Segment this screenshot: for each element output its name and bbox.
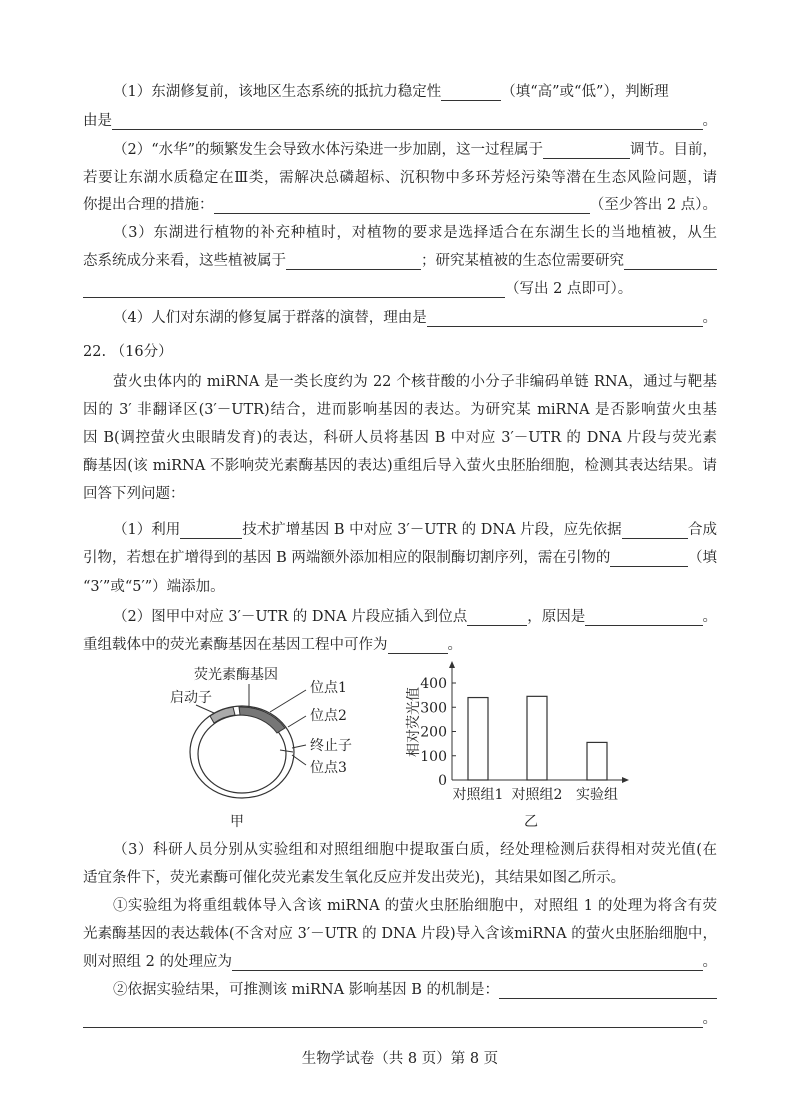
q21-part3-text: ；研究某植被的生态位需要研究 [421, 253, 624, 269]
q22-part2-text: 。 [702, 609, 717, 625]
answer-blank[interactable] [232, 950, 703, 971]
q21-part2-text: 若要让东湖水质稳定在Ⅲ类，需解决总磷超标、沉积物中多环芳烃污染等潜在生态风险问题，请 [83, 170, 717, 186]
luciferase-gene-label: 荧光素酶基因 [194, 667, 278, 683]
y-tick-label: 0 [438, 773, 447, 789]
q21-part2-text: （至少答出 2 点）。 [589, 197, 717, 213]
q21-part4-text: （4）人们对东湖的修复属于群落的演替，理由是 [113, 310, 427, 326]
terminator-label: 终止子 [310, 738, 352, 754]
q21-part3-text: （3）东湖进行植物的补充种植时，对植物的要求是选择适合在东湖生长的当地植被，从生 [113, 225, 717, 241]
q22-part2-text: （2）图甲中对应 3′－UTR 的 DNA 片段应插入到位点 [113, 609, 468, 625]
q22-part3-text: （3）科研人员分别从实验组和对照组细胞中提取蛋白质，经处理检测后获得相对荧光值(在 [113, 842, 717, 858]
q22-part3-text: 则对照组 2 的处理应为 [83, 954, 232, 970]
question-number: 22. （16分） [83, 344, 173, 360]
figure-b-caption: 乙 [524, 814, 538, 830]
y-axis-arrow [449, 661, 455, 668]
bar-chart [405, 661, 629, 830]
promoter-label-line [196, 705, 214, 713]
q22-part3-text: 。 [702, 1011, 717, 1027]
q22-line [83, 920, 717, 948]
promoter-label: 启动子 [170, 690, 212, 706]
q22-part3-text: ①实验组为将重组载体导入含该 miRNA 的萤火虫胚胎细胞中，对照组 1 的处理为将含有荧 [113, 898, 717, 914]
site3-arrow [292, 755, 306, 765]
x-axis-arrow [622, 777, 629, 783]
page-footer: 生物学试卷（共 8 页）第 8 页 [301, 1051, 499, 1067]
bar-1 [468, 698, 488, 780]
q22-part1-text: 技术扩增基因 B 中对应 3′－UTR 的 DNA 片段，应先依据 [242, 522, 622, 538]
q21-part1-text: 。 [702, 113, 717, 129]
bar-3 [587, 742, 607, 780]
y-tick-label: 400 [420, 676, 447, 692]
answer-blank[interactable] [499, 978, 717, 999]
site1-arrow [270, 690, 306, 712]
q22-part1-text: “3′”或“5′”）端添加。 [83, 579, 225, 595]
q22-line [83, 948, 717, 976]
site3-label: 位点3 [310, 760, 347, 776]
q21-part1-text: 由是 [83, 113, 112, 129]
q22-intro-text: 酶基因(该 miRNA 不影响荧光素酶基因的表达)重组后导入萤火虫胚胎细胞，检测其表达结果。请 [83, 458, 717, 474]
y-axis-label: 相对荧光值 [406, 687, 422, 757]
q22-intro-text: 回答下列问题： [83, 486, 185, 502]
q21-part3-text: 态系统成分来看，这些植被属于 [83, 253, 286, 269]
q21-part2-text: （2）“水华”的频繁发生会导致水体污染进一步加剧，这一过程属于 [113, 142, 544, 158]
q22-part1-text: 合成 [688, 522, 717, 538]
q21-part1-text: （1）东湖修复前，该地区生态系统的抵抗力稳定性 [113, 84, 442, 100]
q22-part3-text: ②依据实验结果，可推测该 miRNA 影响基因 B 的机制是： [113, 982, 500, 998]
q22-part2-text: 重组载体中的荧光素酶基因在基因工程中可作为 [83, 637, 388, 653]
answer-blank[interactable] [83, 1007, 703, 1028]
y-tick-label: 300 [420, 700, 447, 717]
q21-part3-text: （写出 2 点即可）。 [505, 281, 633, 297]
q22-part3-text: 适宜条件下，荧光素酶可催化荧光素发生氧化反应并发出荧光)，其结果如图乙所示。 [83, 870, 626, 886]
figure-a-caption: 甲 [230, 814, 244, 830]
q21-part2-text: 调节。目前， [630, 142, 717, 158]
q22-part1-text: 引物，若想在扩增得到的基因 B 两端额外添加相应的限制酶切割序列，需在引物的 [83, 550, 611, 566]
x-tick-label: 对照组1 [452, 787, 504, 803]
q22-line [83, 1005, 717, 1033]
q22-part2-text: ，原因是 [527, 609, 586, 625]
x-tick-label: 实验组 [576, 787, 618, 803]
q22-part2-text: 。 [447, 637, 462, 653]
q22-part3-text: 光素酶基因的表达载体(不含对应 3′－UTR 的 DNA 片段)导入含该miRNA 的萤火虫胚胎细胞中， [83, 926, 717, 942]
x-tick-label: 对照组2 [511, 787, 563, 803]
q21-part2-text: 你提出合理的措施： [83, 197, 214, 213]
plasmid-diagram [170, 666, 352, 830]
q22-intro-text: 萤火虫体内的 miRNA 是一类长度约为 22 个核苷酸的小分子非编码单链 RNA，通过与靶基 [113, 374, 717, 390]
q22-line [83, 864, 717, 892]
q22-part3-text: 。 [702, 954, 717, 970]
bar-2 [527, 696, 547, 780]
y-tick-label: 200 [420, 724, 447, 741]
q21-part4-text: 。 [702, 310, 717, 326]
q22-line [83, 892, 717, 920]
q22-line [83, 976, 717, 1004]
q22-line [83, 836, 717, 864]
site1-label: 位点1 [310, 680, 347, 696]
site2-arrow [288, 716, 306, 727]
q21-part1-text: （填“高”或“低”），判断理 [501, 84, 669, 100]
q22-intro-text: 因 B(调控萤火虫眼睛发育)的表达，科研人员将基因 B 中对应 3′－UTR 的 DNA 片段与荧光素 [83, 430, 717, 446]
q22-part1-text: （1）利用 [113, 522, 181, 538]
y-tick-label: 100 [420, 748, 447, 765]
q22-part1-text: （填 [688, 550, 717, 566]
q22-intro-text: 因的 3′ 非翻译区(3′－UTR)结合，进而影响基因的表达。为研究某 miRNA 是否影响萤火虫基 [83, 402, 717, 418]
site2-label: 位点2 [310, 708, 347, 724]
